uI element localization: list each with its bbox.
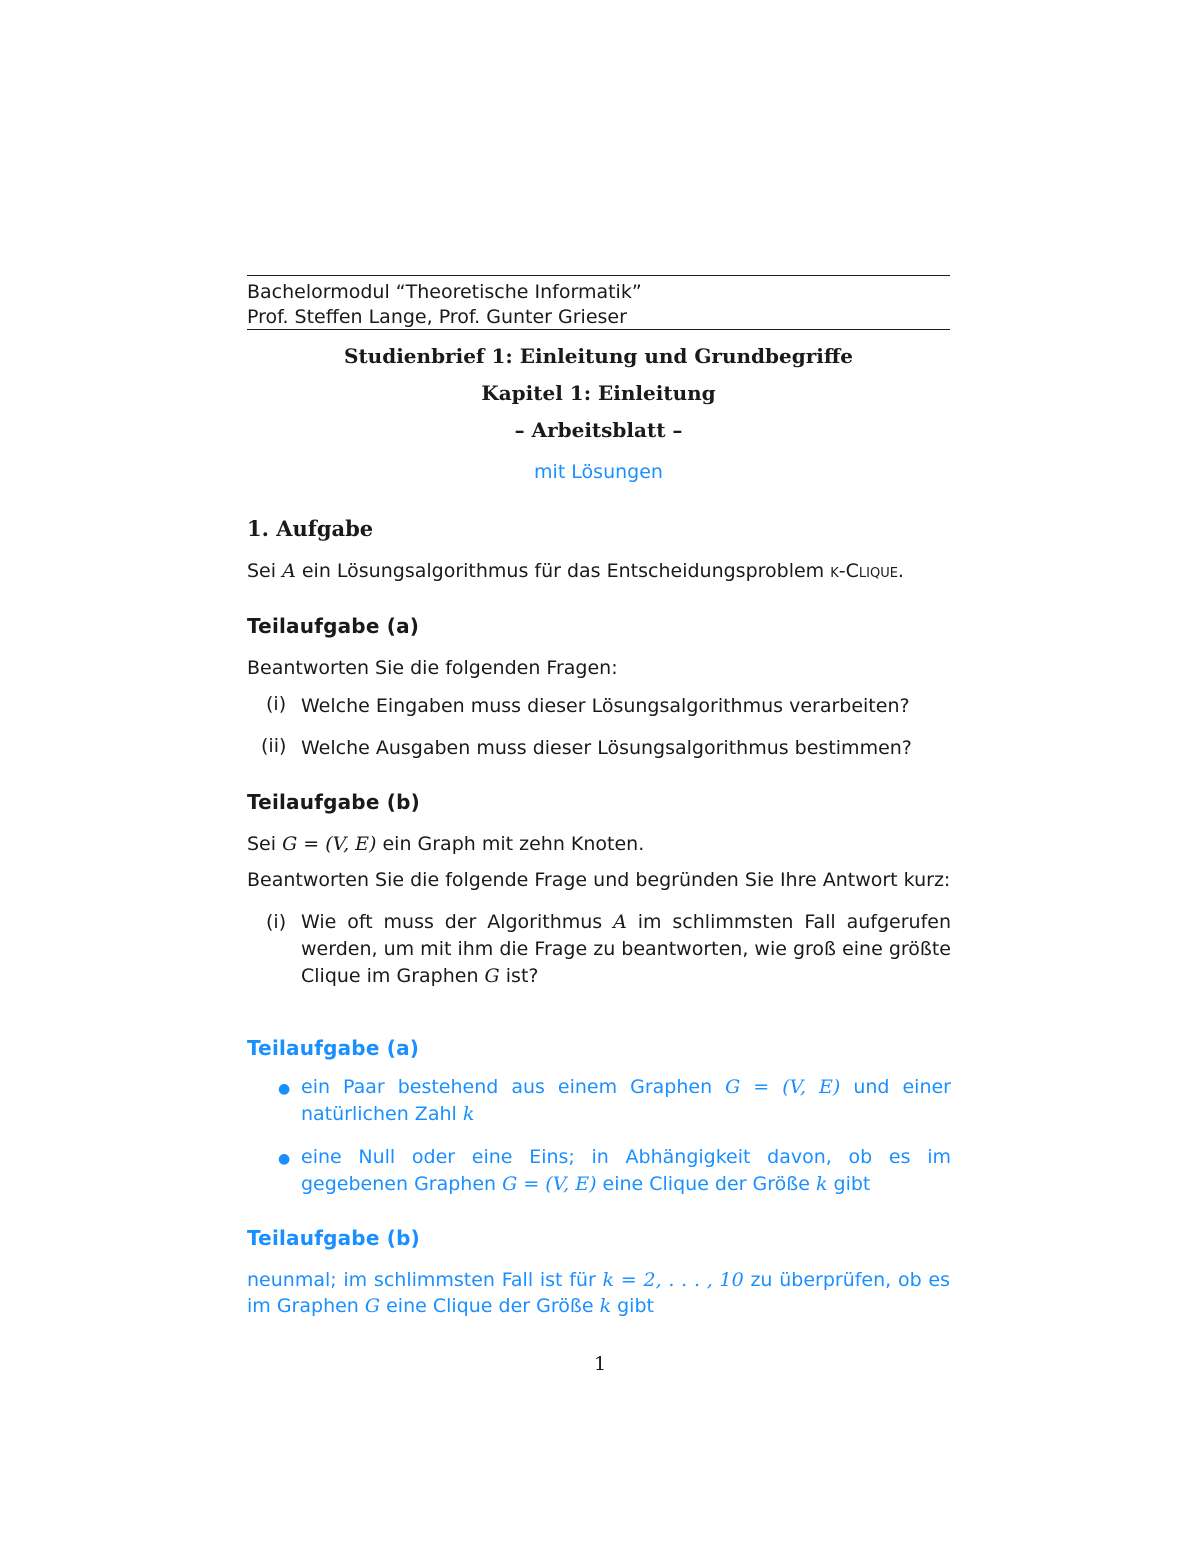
statement-text: ein Graph mit zehn Knoten. [376, 833, 645, 855]
question-text: ist? [499, 965, 539, 987]
header-bottom-rule [247, 329, 950, 330]
enum-label: (ii) [261, 735, 287, 757]
worksheet-label: – Arbeitsblatt – [514, 418, 683, 442]
math-range: k = 2, . . . , 10 [602, 1269, 744, 1291]
solution-part-a-heading: Teilaufgabe (a) [247, 1036, 420, 1060]
part-b-graph-statement [247, 831, 644, 857]
math-k: k [599, 1295, 612, 1317]
solution-part-b-text [247, 1267, 950, 1319]
question-item: Welche Eingaben muss dieser Lösungsalgorithmus verarbeiten? [301, 695, 910, 717]
chapter-title: Kapitel 1: Einleitung [481, 381, 716, 405]
math-graph: G = (V, E) [282, 833, 377, 855]
task-intro [247, 558, 904, 584]
bullet-icon: ● [278, 1081, 291, 1097]
solution-text: zu überprüfen, ob es im Graphen [247, 1269, 950, 1317]
solution-bullet [301, 1074, 951, 1128]
math-G: G [484, 965, 500, 987]
solution-text: und einer natürlichen Zahl [301, 1076, 951, 1125]
math-k: k [462, 1103, 475, 1125]
task-intro-text: Sei [247, 560, 283, 582]
question-item [301, 909, 951, 990]
part-a-prompt: Beantworten Sie die folgenden Fragen: [247, 657, 618, 679]
bullet-icon: ● [278, 1151, 291, 1167]
page-number: 1 [593, 1353, 607, 1375]
math-k: k [815, 1173, 828, 1195]
task-heading: 1. Aufgabe [247, 516, 374, 541]
solutions-label: mit Lösungen [534, 461, 663, 483]
math-G: G [364, 1295, 381, 1317]
solution-bullet [301, 1144, 951, 1198]
enum-label: (i) [266, 911, 287, 933]
part-b-prompt: Beantworten Sie die folgende Frage und begründen Sie Ihre Antwort kurz: [247, 869, 951, 891]
math-A: A [282, 560, 296, 582]
part-b-heading: Teilaufgabe (b) [247, 790, 420, 814]
solution-text: ein Paar bestehend aus einem Graphen [301, 1076, 726, 1098]
solution-text: neunmal; im schlimmsten Fall ist für [247, 1269, 603, 1291]
solution-text: eine Clique der Größe [596, 1173, 816, 1195]
solution-text: eine Clique der Größe [380, 1295, 600, 1317]
solution-part-b-heading: Teilaufgabe (b) [247, 1226, 420, 1250]
math-graph: G = (V, E) [502, 1173, 597, 1195]
document-title: Studienbrief 1: Einleitung und Grundbegriffe [344, 344, 853, 368]
question-item: Welche Ausgaben muss dieser Lösungsalgorithmus bestimmen? [301, 737, 912, 759]
solution-text: eine Null oder eine Eins; in Abhängigkeit davon, ob es im gegebenen Graphen [301, 1146, 951, 1195]
problem-name: k-Clique [830, 560, 898, 582]
question-text: Wie oft muss der Algorithmus [301, 911, 614, 933]
math-A: A [613, 911, 627, 933]
header-top-rule [247, 275, 950, 276]
enum-label: (i) [266, 693, 287, 715]
task-intro-text: ein Lösungsalgorithmus für das Entscheidungsproblem [295, 560, 831, 582]
math-graph: G = (V, E) [725, 1076, 841, 1098]
header-authors: Prof. Steffen Lange, Prof. Gunter Grieser [247, 306, 627, 328]
solution-text: gibt [827, 1173, 871, 1195]
question-text: im schlimmsten Fall aufgerufen werden, um mit ihm die Frage zu beantworten, wie groß eine größte Clique im Graphen [301, 911, 951, 987]
header-module: Bachelormodul “Theoretische Informatik” [247, 281, 642, 303]
task-intro-text: . [897, 560, 904, 582]
statement-text: Sei [247, 833, 283, 855]
solution-text: gibt [611, 1295, 654, 1317]
part-a-heading: Teilaufgabe (a) [247, 614, 420, 638]
